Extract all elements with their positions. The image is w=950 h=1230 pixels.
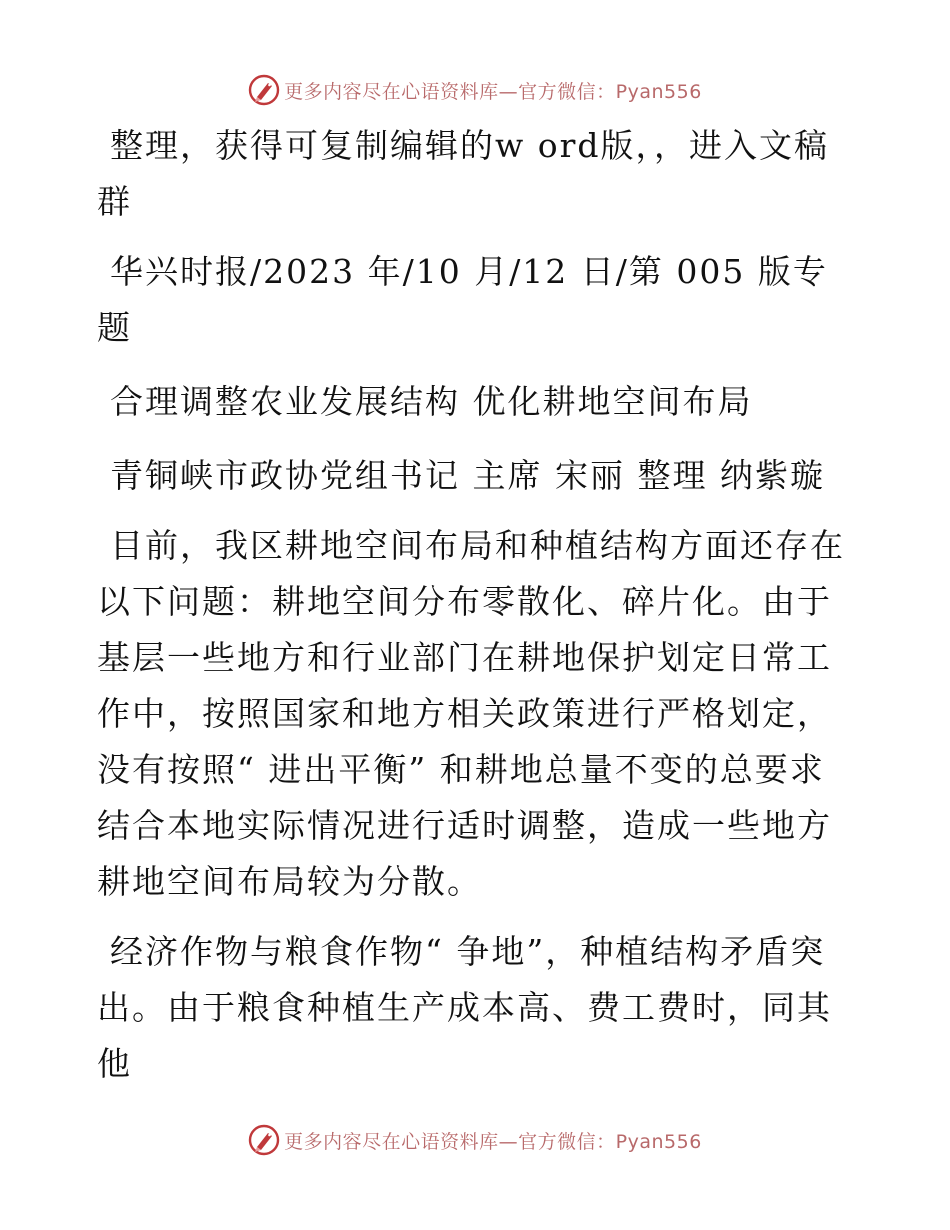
footer-watermark bbox=[0, 1120, 950, 1160]
publication-line: 华兴时报/2023 年/10 月/12 日/第 005 版专题 bbox=[97, 252, 828, 347]
pen-icon bbox=[248, 74, 280, 106]
intro-paragraph: 整理，获得可复制编辑的w ord版，，进入文稿群 bbox=[97, 126, 830, 221]
watermark-text: 更多内容尽在心语资料库—官方微信：Pyan556 bbox=[284, 1130, 702, 1153]
author-line: 青铜峡市政协党组书记 主席 宋丽 整理 纳紫璇 bbox=[110, 456, 825, 495]
article-title: 合理调整农业发展结构 优化耕地空间布局 bbox=[110, 382, 753, 421]
watermark-text: 更多内容尽在心语资料库—官方微信：Pyan556 bbox=[284, 80, 702, 103]
pen-icon bbox=[248, 1124, 280, 1156]
body-paragraph: 经济作物与粮食作物“ 争地”，种植结构矛盾突出。由于粮食种植生产成本高、费工费时，同其他 bbox=[97, 932, 832, 1083]
document-body bbox=[97, 118, 852, 1110]
body-paragraph: 目前，我区耕地空间布局和种植结构方面还存在以下问题：耕地空间分布零散化、碎片化。由于基层一些地方和行业部门在耕地保护划定日常工作中，按照国家和地方相关政策进行严格划定，没有按照“ 进出平衡” 和耕地总量不变的总要求结合本地实际情况进行适时调整，造成一些地方耕地空间布局较为分散。 bbox=[97, 526, 845, 901]
header-watermark bbox=[0, 70, 950, 110]
